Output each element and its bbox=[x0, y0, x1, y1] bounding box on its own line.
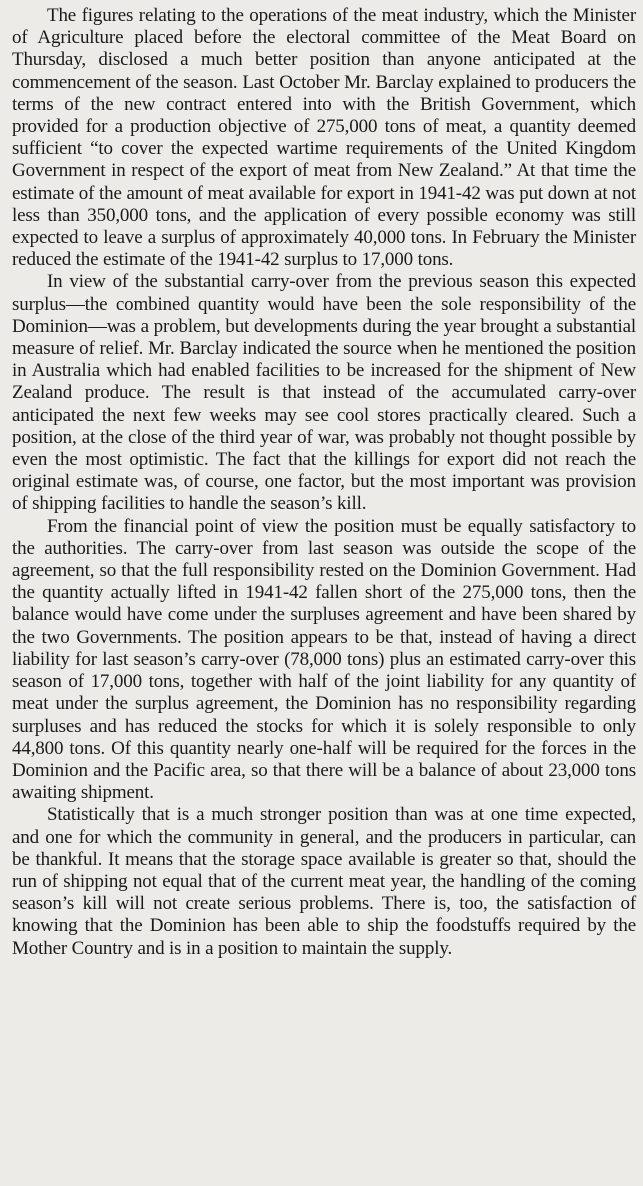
article-body bbox=[12, 5, 636, 960]
article-paragraph-2: In view of the substantial carry-over from the previous season this expected surplus—the combined quantity would have been the sole responsibility of the Dominion—was a problem, but developments during the year brought a substantial measure of relief. Mr. Barclay indicated the source when he mentioned the position in Australia which had enabled facilities to be increased for the shipment of New Zealand produce. The result is that instead of the accumulated carry-over anticipated the next few weeks may see cool stores practically cleared. Such a position, at the close of the third year of war, was probably not thought possible by even the most optimistic. The fact that the killings for export did not reach the original estimate was, of course, one factor, but the most important was provision of shipping facilities to handle the season’s kill. bbox=[12, 271, 636, 515]
article-paragraph-4: Statistically that is a much stronger position than was at one time expected, and one for which the community in general, and the producers in particular, can be thankful. It means that the storage space available is greater so that, should the run of shipping not equal that of the current meat year, the handling of the coming season’s kill will not create serious problems. There is, too, the satisfaction of knowing that the Dominion has been able to ship the foodstuffs required by the Mother Country and is in a position to maintain the supply. bbox=[12, 804, 636, 959]
article-paragraph-3: From the financial point of view the position must be equally satisfactory to the authorities. The carry-over from last season was outside the scope of the agreement, so that the full responsibility rested on the Dominion Government. Had the quantity actually lifted in 1941-42 fallen short of the 275,000 tons, then the balance would have come under the surpluses agreement and have been shared by the two Governments. The position appears to be that, instead of having a direct liability for last season’s carry-over (78,000 tons) plus an estimated carry-over this season of 17,000 tons, together with half of the joint liability for any quantity of meat under the surplus agreement, the Dominion has no responsibility regarding surpluses and has reduced the stocks for which it is solely responsible to only 44,800 tons. Of this quantity nearly one-half will be required for the forces in the Dominion and the Pacific area, so that there will be a balance of about 23,000 tons awaiting shipment. bbox=[12, 515, 636, 804]
article-paragraph-1: The figures relating to the operations of the meat industry, which the Minister of Agriculture placed before the electoral committee of the Meat Board on Thursday, disclosed a much better position than anyone anticipated at the commencement of the season. Last October Mr. Barclay explained to producers the terms of the new contract entered into with the British Government, which provided for a production objective of 275,000 tons of meat, a quantity deemed sufficient “to cover the expected wartime requirements of the United Kingdom Government in respect of the export of meat from New Zealand.” At that time the estimate of the amount of meat available for export in 1941-42 was put down at not less than 350,000 tons, and the application of every possible economy was still expected to leave a surplus of approximately 40,000 tons. In February the Minister reduced the estimate of the 1941-42 surplus to 17,000 tons. bbox=[12, 5, 636, 271]
